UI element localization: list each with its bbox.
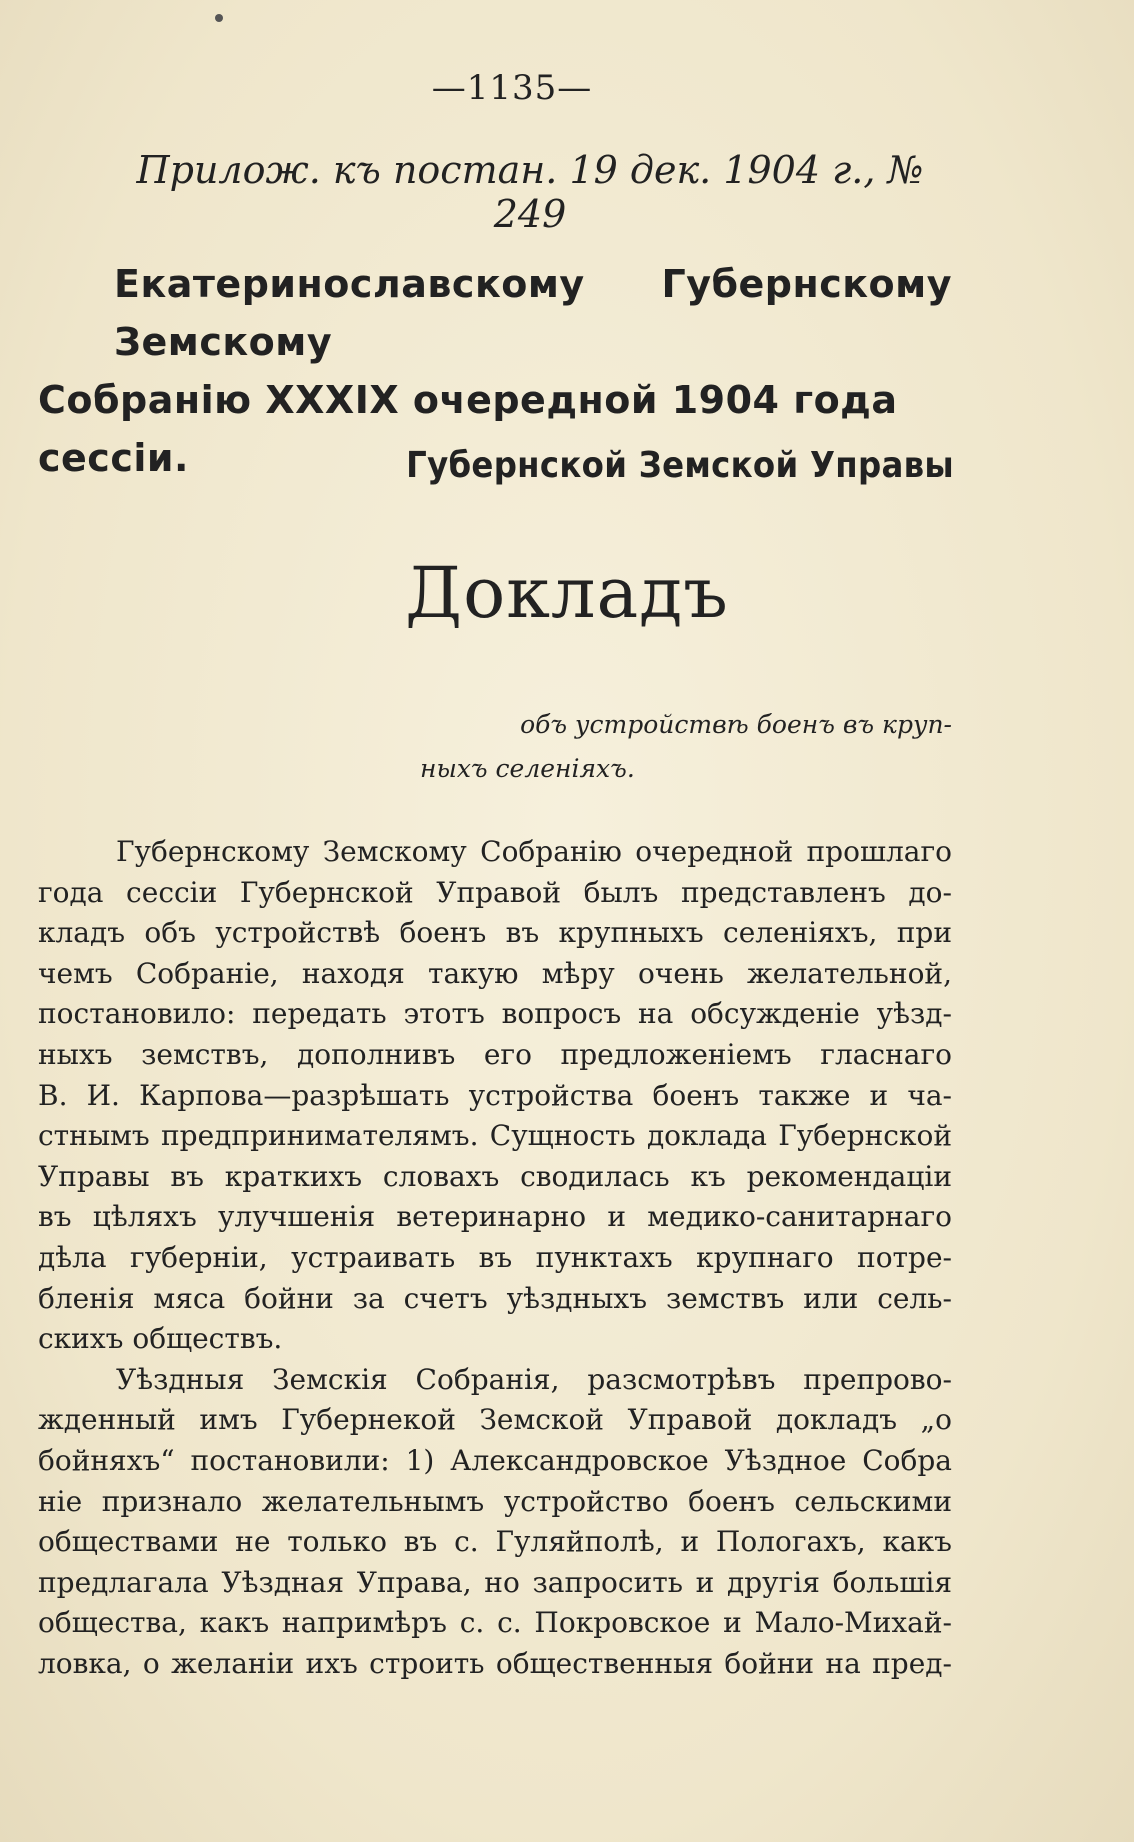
text-line: жденный имъ Губернекой Земской Управой докладъ „о xyxy=(38,1403,952,1437)
text-line: бойняхъ“ постановили: 1) Александровское Уѣздное Собра xyxy=(38,1443,952,1477)
appendix-reference: Прилож. къ постан. 19 дек. 1904 г., № 249 xyxy=(136,148,924,236)
text-line: предлагала Уѣздная Управа, но запросить и другія большія xyxy=(38,1565,952,1599)
text-line: общества, какъ напримѣръ с. с. Покровское и Мало-Михай- xyxy=(38,1606,952,1640)
text-line: стнымъ предпринимателямъ. Сущность доклада Губернской xyxy=(38,1119,952,1153)
text-line: бленія мяса бойни за счетъ уѣздныхъ земствъ или сель- xyxy=(38,1281,952,1315)
subject-line-2: ныхъ селеніяхъ. xyxy=(420,754,635,783)
text-line: Управы въ краткихъ словахъ сводилась къ рекомендаціи xyxy=(38,1159,952,1193)
text-line: постановило: передать этотъ вопросъ на обсужденіе уѣзд- xyxy=(38,997,952,1031)
report-title: Докладъ xyxy=(405,552,729,634)
body-text xyxy=(38,832,952,1684)
paragraph-2 xyxy=(38,1360,952,1685)
text-line: скихъ обществъ. xyxy=(38,1322,283,1356)
heading-line-2: Собранію XXXIX очередной 1904 года сессіи. xyxy=(38,378,898,480)
authority-line: Губернской Земской Управы xyxy=(406,445,954,486)
text-line: кладъ объ устройствѣ боенъ въ крупныхъ селеніяхъ, при xyxy=(38,916,952,950)
text-line: чемъ Собраніе, находя такую мѣру очень желательной, xyxy=(38,956,952,990)
text-line: Губернскому Земскому Собранію очередной прошлаго xyxy=(116,835,952,868)
text-line: года сессіи Губернской Управой былъ представленъ до- xyxy=(38,875,952,909)
subject-line-1: объ устройствѣ боенъ въ круп- xyxy=(520,710,952,739)
text-line: Уѣздныя Земскія Собранія, разсмотрѣвъ препрово- xyxy=(116,1362,952,1396)
report-subject xyxy=(420,703,952,791)
ink-speck xyxy=(215,14,223,22)
text-line: ніе признало желательнымъ устройство боенъ сельскими xyxy=(38,1484,952,1518)
text-line: въ цѣляхъ улучшенія ветеринарно и медико-санитарнаго xyxy=(38,1200,952,1234)
page-number: —1135— xyxy=(431,68,593,108)
text-line: обществами не только въ с. Гуляйполѣ, и Пологахъ, какъ xyxy=(38,1525,952,1559)
text-line: ныхъ земствъ, дополнивъ его предложеніемъ гласнаго xyxy=(38,1037,952,1071)
text-line: дѣла губерніи, устраивать въ пунктахъ крупнаго потре- xyxy=(38,1240,952,1274)
heading-line-1: Екатеринославскому Губернскому Земскому xyxy=(114,262,952,364)
text-line: ловка, о желаніи ихъ строить общественныя бойни на пред- xyxy=(38,1646,952,1680)
text-line: В. И. Карпова—разрѣшать устройства боенъ также и ча- xyxy=(38,1078,952,1112)
paragraph-1 xyxy=(38,832,952,1360)
